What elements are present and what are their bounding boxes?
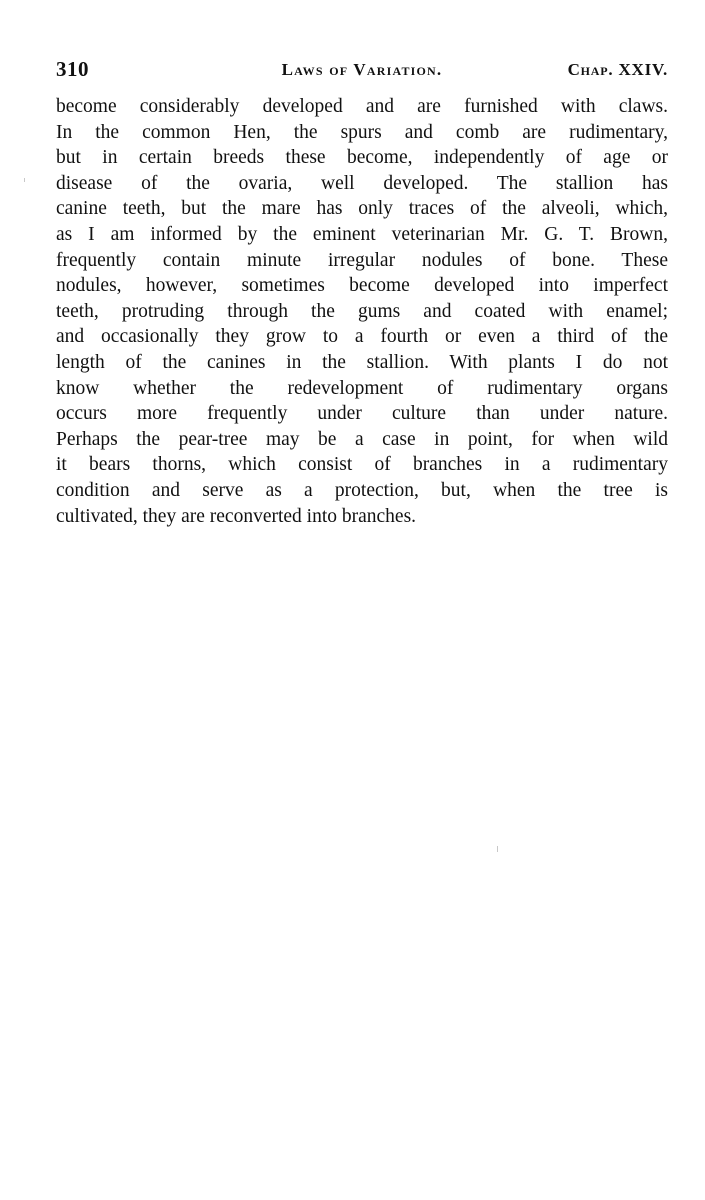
paper-speck	[497, 846, 498, 852]
text-line: teeth, protruding through the gums and coated with enamel;	[56, 300, 668, 322]
text-line: length of the canines in the stallion. With plants I do not	[56, 351, 668, 373]
text-line: it bears thorns, which consist of branches in a rudimentary	[56, 454, 668, 476]
text-line: occurs more frequently under culture than under nature.	[56, 403, 668, 425]
paper-speck	[24, 178, 25, 182]
text-line: but in certain breeds these become, independently of age or	[56, 147, 668, 169]
text-line: nodules, however, sometimes become developed into imperfect	[56, 275, 668, 297]
text-line: and occasionally they grow to a fourth or even a third of the	[56, 326, 668, 348]
text-line: become considerably developed and are furnished with claws.	[56, 96, 668, 117]
text-line: disease of the ovaria, well developed. The stallion has	[56, 172, 668, 194]
text-line-last: cultivated, they are reconverted into branches.	[56, 505, 417, 527]
text-line: know whether the redevelopment of rudimentary organs	[56, 377, 668, 399]
text-line: canine teeth, but the mare has only traces of the alveoli, which,	[56, 198, 668, 220]
running-head	[56, 56, 668, 82]
text-line: In the common Hen, the spurs and comb are rudimentary,	[56, 121, 668, 143]
text-line: Perhaps the pear-tree may be a case in point, for when wild	[56, 428, 668, 450]
page-number: 310	[56, 57, 89, 81]
chapter-reference: Chap. XXIV.	[567, 60, 668, 79]
body-paragraph	[56, 94, 668, 529]
text-line: frequently contain minute irregular nodules of bone. These	[56, 249, 668, 271]
text-line: as I am informed by the eminent veterinarian Mr. G. T. Brown,	[56, 223, 668, 245]
text-line: condition and serve as a protection, but, when the tree is	[56, 479, 668, 501]
chapter-title: Laws of Variation.	[281, 60, 443, 79]
